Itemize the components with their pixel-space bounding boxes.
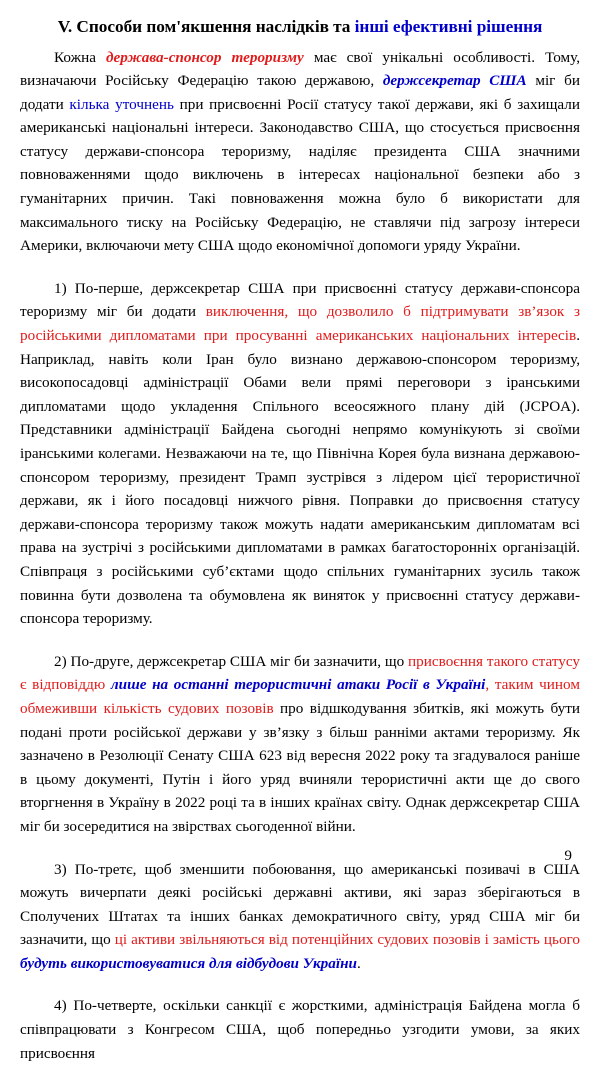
item1-segment-1: 1) По-перше, держсекретар США при присвоєнні статусу держави-спонсора тероризму міг би додати [20,279,580,321]
paragraph-intro [20,46,580,258]
intro-segment-2-highlight-red: держава-спонсор тероризму [106,48,304,66]
intro-segment-1: Кожна [54,48,107,66]
item3-segment-4: . [356,954,361,972]
item2-segment-2-highlight-red: присвоєння такого статусу є відповіддю [20,652,581,694]
title-text-black: V. Способи пом'якшення наслідків та [57,17,355,36]
title-text-blue: інші ефективні [354,17,473,36]
paragraph-item-1 [20,277,580,631]
item1-segment-2-highlight-red: виключення, що дозволило б підтримувати зв’язок з російськими дипломатами при просуванні американських національних інтересів [20,303,580,345]
item2-segment-5: про відшкодування збитків, які можуть бути подані проти російської держави у зв’язку з більш ранніми актами тероризму. Як зазначено в Резолюції Сенату США 623 від вересня 2022 року та згадувалося раніше в цьому документі, Путін і його уряд вчиняли терористичні акти ще до свого вторгнення в Україну в 2022 році та в інших країнах світу. Однак держсекретар США міг би зосередитися на звірствах сьогоденної війни. [20,699,580,835]
item2-segment-4-highlight-red: , таким чином обмеживши кількість судових позовів [20,676,580,717]
title-text-blue-line2: рішення [476,17,543,36]
paragraph-item-2 [20,650,580,839]
paragraph-item-3 [20,858,580,976]
intro-segment-3: має свої унікальні особливості. Тому, визначаючи Російську Федерацію такою державою, [20,48,581,90]
item2-segment-1: 2) По-друге, держсекретар США міг би зазначити, що [54,652,409,670]
intro-segment-7: при присвоєнні Росії статусу такої держави, які б захищали американські національні інтереси. Законодавство США, що стосується присвоєння статусу держави-спонсора тероризму, наділяє президента США значними повноваженнями щодо виключень в інтересах національної безпеки або з гуманітарних причин. Такі повноваження можна було б використати для максимального тиску на Російську Федерацію, не ставлячи під загрозу інтереси Америки, включаючи мету США щодо економічної допомоги уряду України. [20,95,580,255]
intro-segment-4-highlight-blue: держсекретар США [382,72,527,90]
item3-segment-2-highlight-red: ці активи звільняються від потенційних судових позовів і замість цього [114,931,580,949]
intro-segment-5: міг би додати [20,72,580,113]
item4-segment-1: 4) По-четверте, оскільки санкції є жорсткими, адміністрація Байдена могла б співпрацювати з Конгресом США, щоб попередньо узгодити умови, за яких присвоєння [20,997,580,1062]
item3-segment-1: 3) По-третє, щоб зменшити побоювання, що американські позивачі в США можуть вичерпати деякі російські державні активи, які зараз зберігаються в Сполучених Штатах та інших банках демократичного світу, уряд США міг би зазначити, що [20,860,580,949]
paragraph-item-4 [20,994,580,1065]
item2-segment-3-highlight-blue: лише на останні терористичні атаки Росії в Україні [110,676,486,694]
item3-segment-3-highlight-blue: будуть використовуватися для відбудови України [20,954,357,972]
page-number: 9 [564,847,572,864]
intro-segment-6-highlight-blue: кілька уточнень [69,95,174,113]
item1-segment-3: . Наприклад, навіть коли Іран було визнано державою-спонсором тероризму, високопосадовці адміністрації Обами вели прямі переговори з іранськими дипломатами щодо укладення Спільного всеосяжного плану дій (JCPOA). Представники адміністрації Байдена сьогодні непрямо комунікують зі своїми іранськими колегами. Незважаючи на те, що Північна Корея була визнана державою-спонсором тероризму, президент Трамп зустрівся з лідером цієї терористичної держави, як і його посадовці нижчого рівня. Поправки до присвоєння статусу держави-спонсора тероризму також можуть надати американським дипломатам всі права на зустрічі з російськими дипломатами в рамках багатосторонніх організацій. Співпраця з російськими суб’єктами щодо спільних гуманітарних зусиль також повинна бути дозволена та обумовлена як виняток у присвоєнні статусу держави-спонсора тероризму. [20,327,580,628]
page-title [20,14,580,40]
